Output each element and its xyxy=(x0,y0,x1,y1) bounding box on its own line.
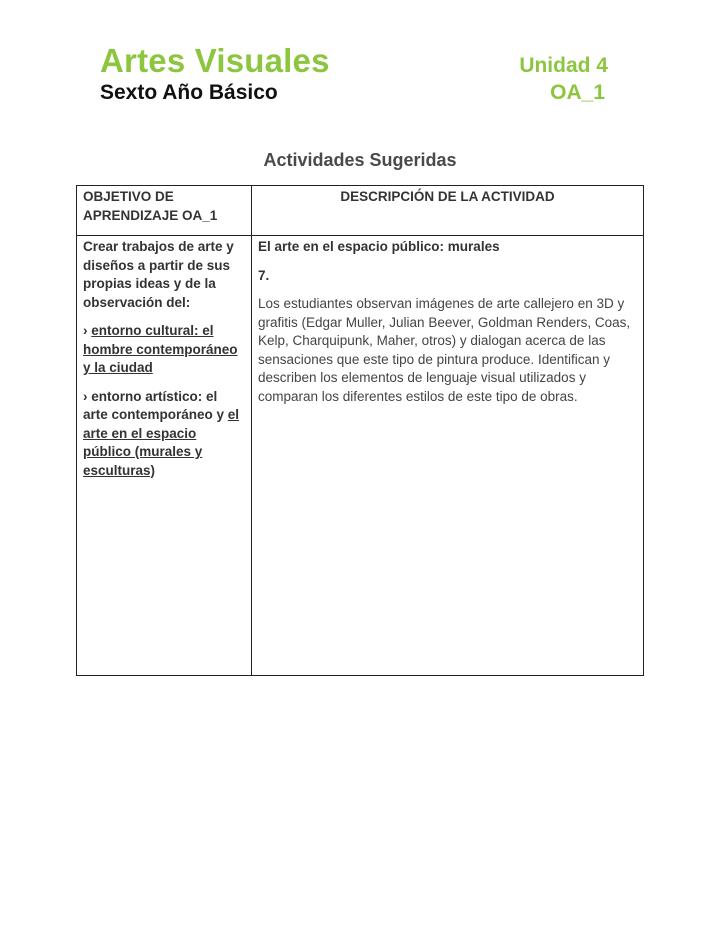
objective-item-artistic xyxy=(83,388,245,481)
objective-code-label: OA_1 xyxy=(550,81,605,104)
objective-item-cultural-text: entorno cultural: el hombre contemporáneo y la ciudad xyxy=(83,323,238,375)
activity-number: 7. xyxy=(258,267,270,283)
objective-item-artistic-text: › entorno artístico: el arte contemporáneo y xyxy=(83,388,228,422)
description-column-header: DESCRIPCIÓN DE LA ACTIVIDAD xyxy=(252,186,644,236)
table-header-row xyxy=(77,186,644,236)
activity-description: Los estudiantes observan imágenes de arte callejero en 3D y grafitis (Edgar Muller, Julian Beever, Goldman Renders, Coas, Kelp, Charquipunk, Maher, otros) y dialogan acerca de las sensaciones que este tipo de pintura produce. Identifican y describen los elementos de lenguaje visual utilizados y comparan los diferentes estilos de este tipo de obras. xyxy=(258,296,631,404)
description-cell xyxy=(252,236,644,676)
objective-cell xyxy=(77,236,252,676)
objective-intro: Crear trabajos de arte y diseños a partir de sus propias ideas y de la observación del: xyxy=(83,239,234,310)
unit-label: Unidad 4 xyxy=(519,54,608,77)
objective-column-header: OBJETIVO DE APRENDIZAJE OA_1 xyxy=(77,186,252,236)
activity-title: El arte en el espacio público: murales xyxy=(258,239,500,254)
section-title: Actividades Sugeridas xyxy=(263,150,457,170)
page-title: Artes Visuales xyxy=(100,42,330,79)
page-subtitle: Sexto Año Básico xyxy=(100,81,278,104)
objective-item-cultural xyxy=(83,322,245,378)
objective-item-artistic-underlined: el arte en el espacio público (murales y esculturas) xyxy=(83,407,240,478)
table-row xyxy=(77,236,644,676)
objective-item-cultural-bullet: › xyxy=(83,323,92,338)
activity-table xyxy=(76,185,644,676)
